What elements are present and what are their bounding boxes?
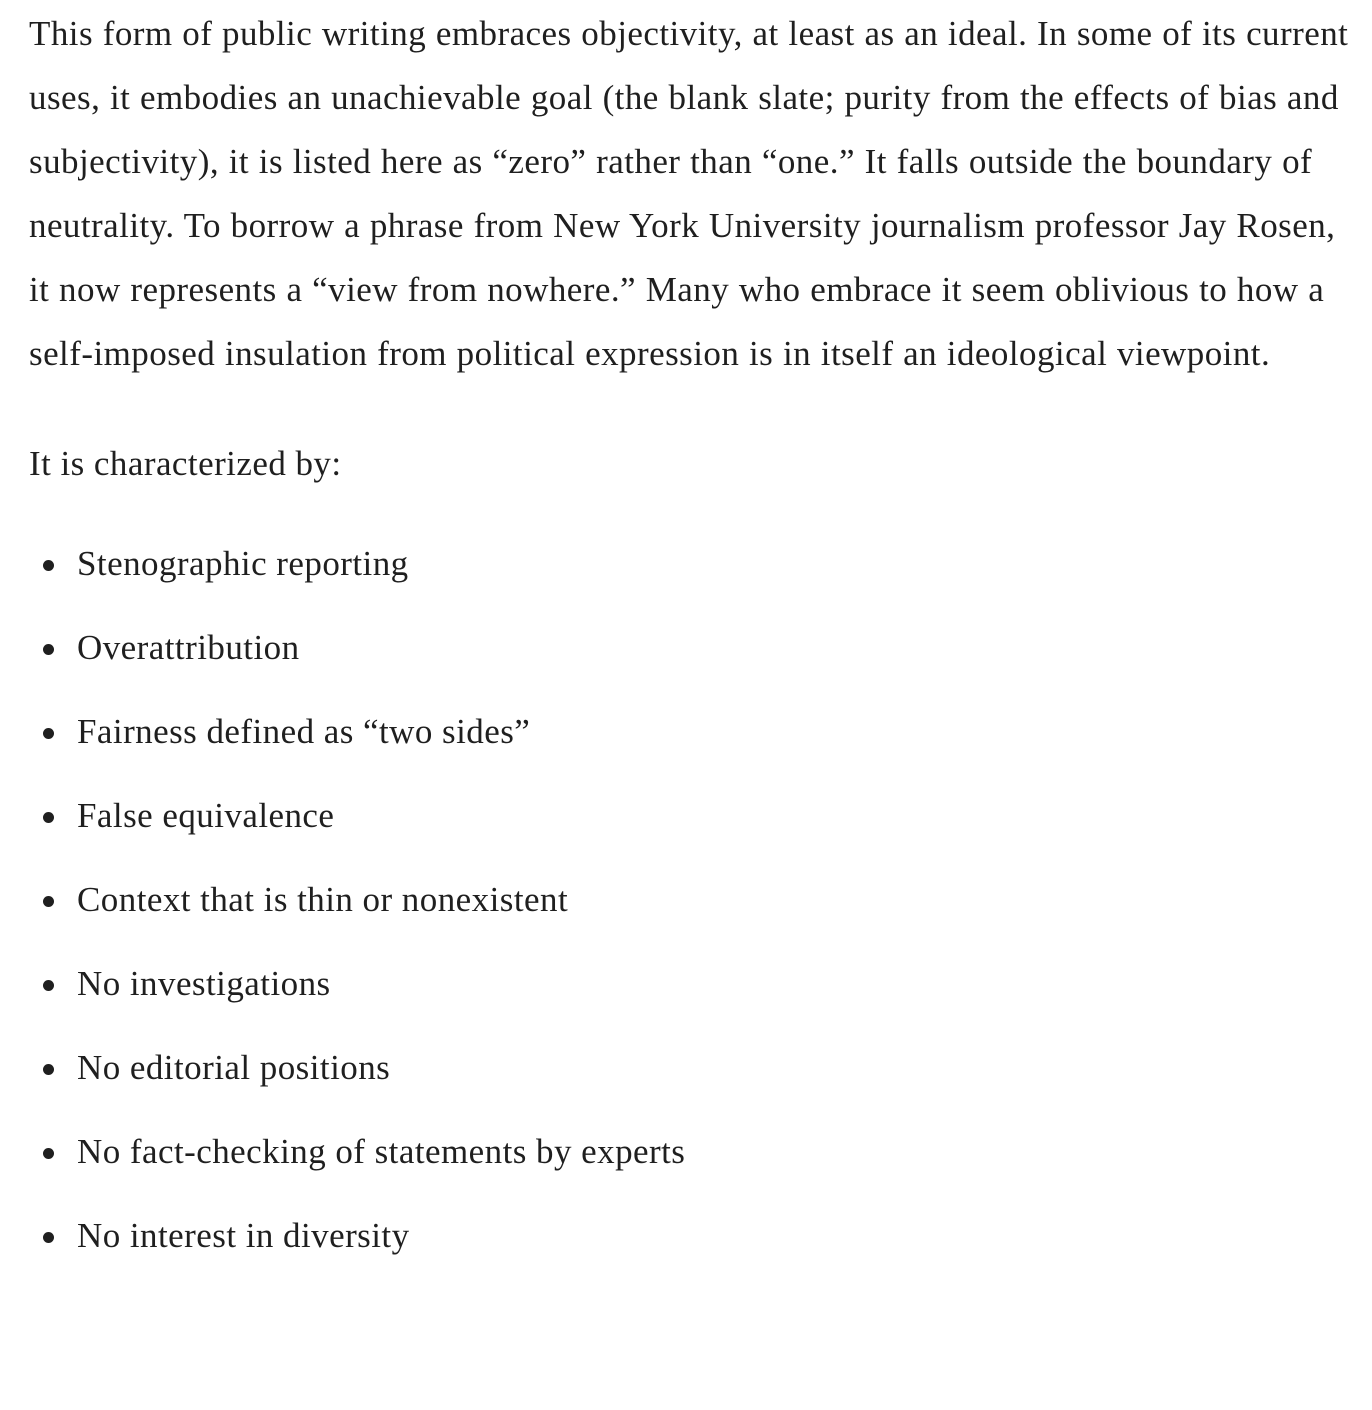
- list-item-text: Context that is thin or nonexistent: [77, 880, 569, 919]
- list-item: [29, 962, 1365, 1046]
- list-item: [29, 710, 1365, 794]
- bullet-icon: [43, 1064, 54, 1075]
- bullet-icon: [43, 896, 54, 907]
- list-item-text: Stenographic reporting: [77, 544, 409, 583]
- article-body: [29, 0, 1365, 1298]
- list-item: [29, 1046, 1365, 1130]
- bullet-icon: [43, 728, 54, 739]
- list-item-text: False equivalence: [77, 796, 335, 835]
- bullet-icon: [43, 980, 54, 991]
- list-item-text: No investigations: [77, 964, 331, 1003]
- list-item-text: No interest in diversity: [77, 1216, 410, 1255]
- bullet-icon: [43, 644, 54, 655]
- list-item: [29, 626, 1365, 710]
- list-item-text: Fairness defined as “two sides”: [77, 712, 531, 751]
- characteristics-list: [29, 542, 1365, 1298]
- list-item-text: No fact-checking of statements by experts: [77, 1132, 686, 1171]
- bullet-icon: [43, 1232, 54, 1243]
- bullet-icon: [43, 812, 54, 823]
- list-item: [29, 1130, 1365, 1214]
- list-item: [29, 542, 1365, 626]
- bullet-icon: [43, 1148, 54, 1159]
- list-item: [29, 1214, 1365, 1298]
- bullet-icon: [43, 560, 54, 571]
- list-item: [29, 794, 1365, 878]
- list-item-text: Overattribution: [77, 628, 300, 667]
- list-lead-in: It is characterized by:: [29, 444, 342, 483]
- intro-paragraph: This form of public writing embraces objectivity, at least as an ideal. In some of its current uses, it embodies an unachievable goal (the blank slate; purity from the effects of bias and subjectivity), it is listed here as “zero” rather than “one.” It falls outside the boundary of neutrality. To borrow a phrase from New York University journalism professor Jay Rosen, it now represents a “view from nowhere.” Many who embrace it seem oblivious to how a self-imposed insulation from political expression is in itself an ideological viewpoint.: [29, 14, 1349, 373]
- list-item: [29, 878, 1365, 962]
- list-item-text: No editorial positions: [77, 1048, 391, 1087]
